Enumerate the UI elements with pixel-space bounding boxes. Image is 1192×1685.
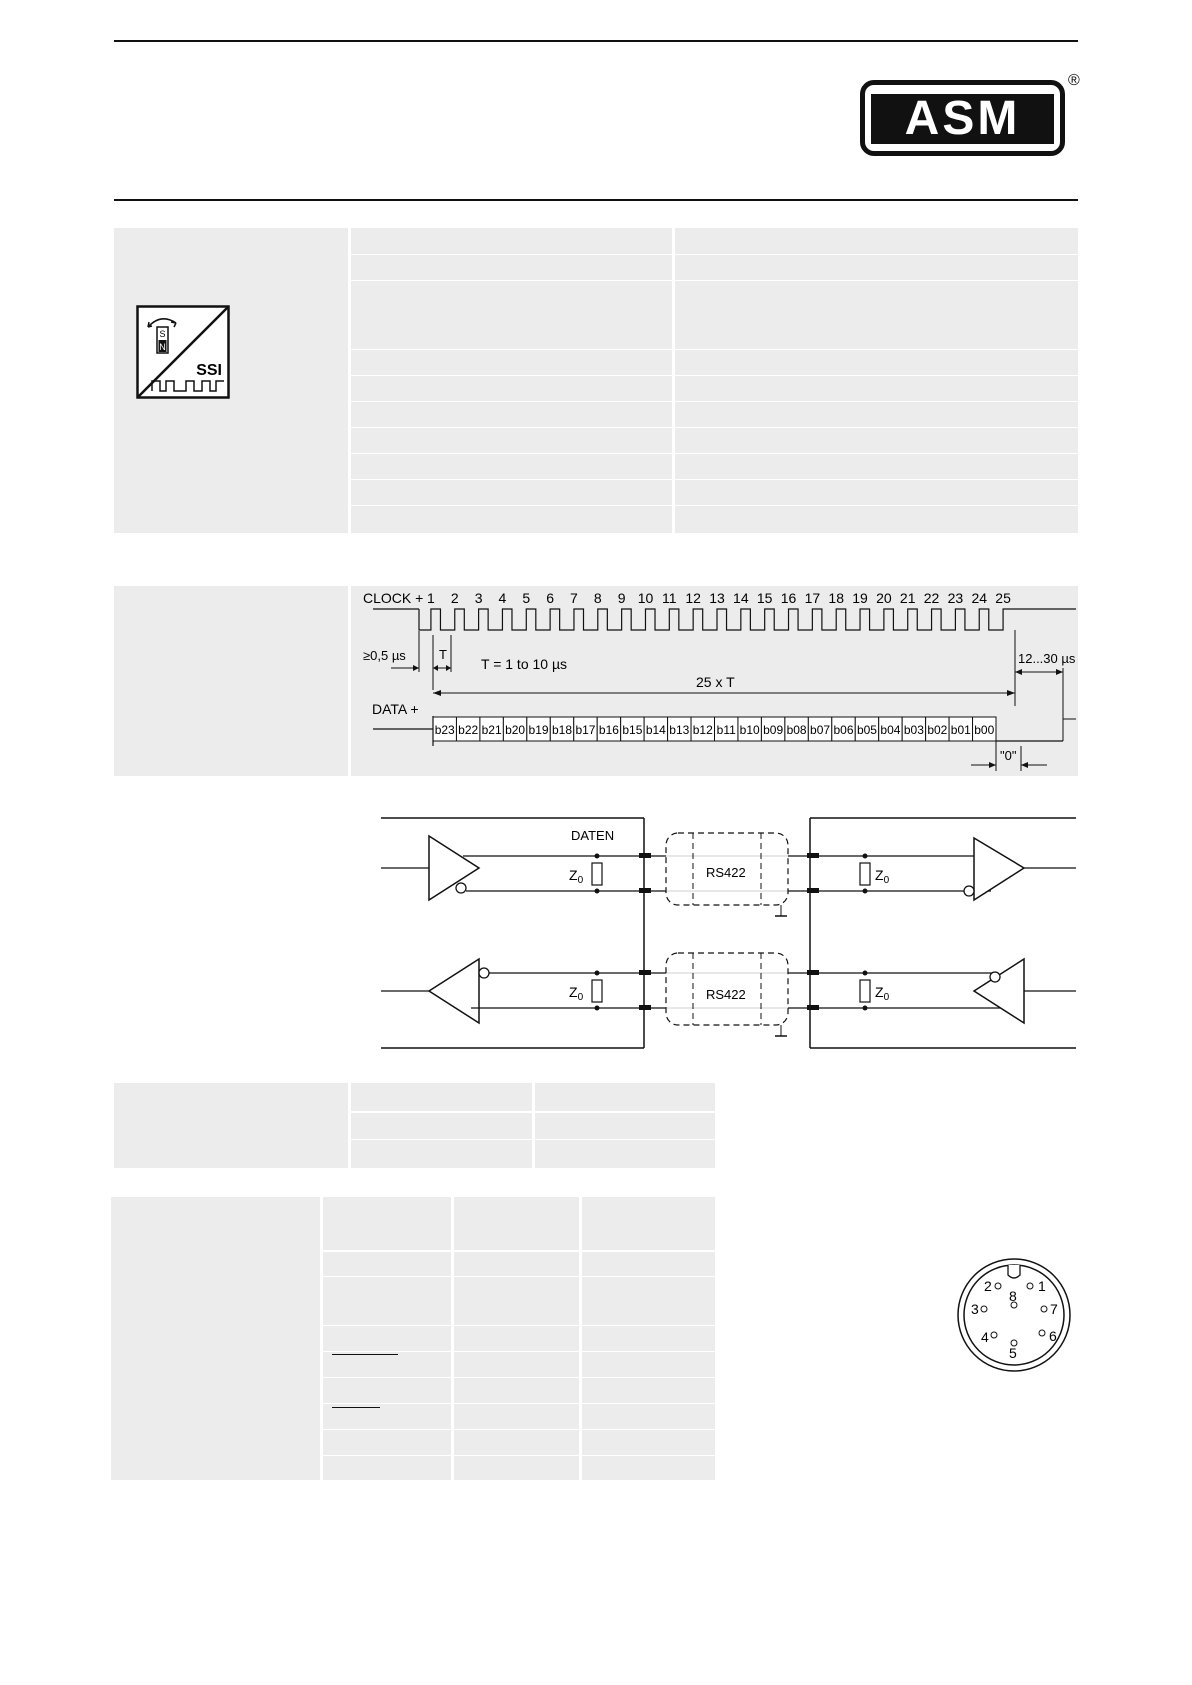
- ssi-sensor-icon: [136, 305, 230, 399]
- asm-logo: [860, 80, 1065, 156]
- connector-pin-hole: [991, 1332, 997, 1338]
- spec-row-line: [351, 280, 1078, 281]
- data-bit-label: b02: [927, 723, 948, 737]
- total-period-label: 25 x T: [696, 674, 735, 690]
- data-bit-label: b09: [763, 723, 784, 737]
- line-receiver-icon: [429, 959, 479, 1023]
- magnet-south-label: S: [159, 329, 166, 339]
- pin-table-row-line: [323, 1325, 715, 1326]
- asm-logo-text: ASM: [871, 94, 1054, 144]
- rs422-circuit-diagram: [351, 808, 1078, 1058]
- data-bit-label: b04: [880, 723, 901, 737]
- clock-number: 21: [899, 590, 916, 606]
- clock-number: 20: [876, 590, 892, 606]
- clock-number: 7: [570, 590, 578, 606]
- pin-table-row-line: [323, 1377, 715, 1378]
- rs422-label: RS422: [706, 987, 746, 1002]
- clock-number: 5: [522, 590, 531, 606]
- data-bit-label: b07: [810, 723, 831, 737]
- clock-number: 10: [637, 590, 654, 606]
- rs422-label: RS422: [706, 865, 746, 880]
- connector-pin-number: 4: [981, 1329, 989, 1345]
- spec-col-divider-2: [672, 228, 675, 533]
- data-bit-label: b23: [434, 723, 455, 737]
- clock-number: 4: [498, 590, 507, 606]
- data-bit-label: b22: [458, 723, 479, 737]
- data-bit-label: b10: [739, 723, 760, 737]
- pin-table-row-line: [323, 1351, 715, 1352]
- spec-col-divider-1: [348, 228, 351, 533]
- data-bit-label: b20: [505, 723, 526, 737]
- data-bit-label: b15: [622, 723, 643, 737]
- data-bit-label: b19: [528, 723, 549, 737]
- clock-number: 13: [709, 590, 725, 606]
- small-table: [114, 1083, 715, 1168]
- pin-table-row-line: [323, 1250, 715, 1252]
- connector-pin-number: 6: [1049, 1328, 1057, 1344]
- z0-label: $Z_0$: [569, 984, 584, 1003]
- data-bit-label: b03: [903, 723, 924, 737]
- connector-pin-hole: [981, 1306, 987, 1312]
- timing-label-cell: [114, 586, 348, 776]
- clock-number: 15: [756, 590, 773, 606]
- clock-number: 18: [828, 590, 844, 606]
- clock-number: 17: [804, 590, 821, 606]
- clock-label: CLOCK +: [363, 590, 424, 606]
- pin-table-divider: [320, 1197, 323, 1480]
- clock-waveform: [419, 609, 1015, 630]
- clock-number: 1: [427, 590, 435, 606]
- pin-table-row-line: [323, 1276, 715, 1277]
- registered-mark: ®: [1068, 72, 1080, 89]
- clock-number: 24: [971, 590, 988, 606]
- clock-number: 25: [995, 590, 1011, 606]
- ssi-timing-diagram: [351, 586, 1078, 776]
- data-bit-label: b12: [692, 723, 713, 737]
- clock-number: 6: [546, 590, 555, 606]
- spec-row-line: [351, 254, 1078, 255]
- data-bit-label: b16: [598, 723, 619, 737]
- connector-pinout-icon: [954, 1255, 1074, 1375]
- clock-number: 16: [780, 590, 797, 606]
- data-label: DATA +: [372, 701, 419, 717]
- clock-number: 23: [947, 590, 964, 606]
- line-driver-icon: [974, 959, 1024, 1023]
- spec-row-line: [351, 505, 1078, 506]
- spec-row-line: [351, 453, 1078, 454]
- pin-table-divider: [579, 1197, 582, 1480]
- pin-table-divider: [451, 1197, 454, 1480]
- z0-label: $Z_0$: [569, 867, 584, 886]
- data-bit-label: b18: [552, 723, 573, 737]
- spec-row-line: [351, 349, 1078, 350]
- overline-mark: [332, 1354, 398, 1355]
- t-range-label: T = 1 to 10 µs: [481, 656, 568, 672]
- clock-number: 22: [923, 590, 940, 606]
- data-bit-label: b21: [481, 723, 502, 737]
- clock-number: 12: [685, 590, 701, 606]
- data-bit-label: b17: [575, 723, 596, 737]
- data-bit-label: b08: [786, 723, 807, 737]
- connector-pin-number: 2: [984, 1278, 992, 1294]
- data-bit-label: b14: [645, 723, 666, 737]
- connector-pin-hole: [1041, 1306, 1047, 1312]
- t-label: T: [439, 647, 447, 662]
- spec-row-line: [351, 401, 1078, 402]
- data-bit-label: b00: [974, 723, 995, 737]
- connector-pin-hole: [1039, 1330, 1045, 1336]
- clock-number: 19: [852, 590, 868, 606]
- t-min-label: ≥0,5 µs: [363, 648, 406, 663]
- header-top-rule: [114, 40, 1078, 42]
- data-bit-label: b01: [950, 723, 971, 737]
- small-table-row-line: [351, 1139, 715, 1140]
- spec-table: [114, 228, 1078, 533]
- clock-number: 11: [662, 590, 677, 606]
- data-bit-label: b06: [833, 723, 854, 737]
- line-receiver-icon: [974, 838, 1024, 900]
- spec-row-line: [351, 427, 1078, 428]
- clock-number: 2: [450, 590, 459, 606]
- monoflop-label: 12...30 µs: [1018, 651, 1076, 666]
- small-table-divider: [532, 1083, 535, 1168]
- clock-number: 3: [474, 590, 483, 606]
- pin-table-row-line: [323, 1429, 715, 1430]
- z0-label: $Z_0$: [875, 867, 890, 886]
- connector-pin-hole: [995, 1283, 1001, 1289]
- connector-pin-number: 5: [1009, 1345, 1017, 1361]
- clock-number: 8: [593, 590, 602, 606]
- header-bottom-rule: [114, 199, 1078, 201]
- clock-number: 9: [617, 590, 626, 606]
- pin-assignment-table: [111, 1197, 715, 1480]
- spec-row-line: [351, 375, 1078, 376]
- clock-number: 14: [733, 590, 749, 606]
- ssi-label: SSI: [196, 362, 222, 379]
- data-bit-label: b13: [669, 723, 690, 737]
- spec-row-line: [351, 479, 1078, 480]
- small-table-row-line: [351, 1111, 715, 1113]
- connector-pin-number: 8: [1009, 1288, 1017, 1304]
- data-bit-label: b11: [716, 723, 736, 737]
- connector-pin-number: 7: [1050, 1301, 1058, 1317]
- connector-pin-hole: [1027, 1283, 1033, 1289]
- zero-bit-label: "0": [1000, 748, 1017, 763]
- connector-pin-number: 1: [1038, 1278, 1046, 1294]
- connector-pin-number: 3: [971, 1301, 979, 1317]
- data-bit-label: b05: [856, 723, 877, 737]
- pin-table-row-line: [323, 1403, 715, 1404]
- small-table-divider: [348, 1083, 351, 1168]
- daten-label: DATEN: [571, 828, 615, 843]
- pin-table-row-line: [323, 1455, 715, 1456]
- overline-mark: [332, 1407, 380, 1408]
- magnet-north-label: N: [159, 342, 166, 352]
- z0-label: $Z_0$: [875, 984, 890, 1003]
